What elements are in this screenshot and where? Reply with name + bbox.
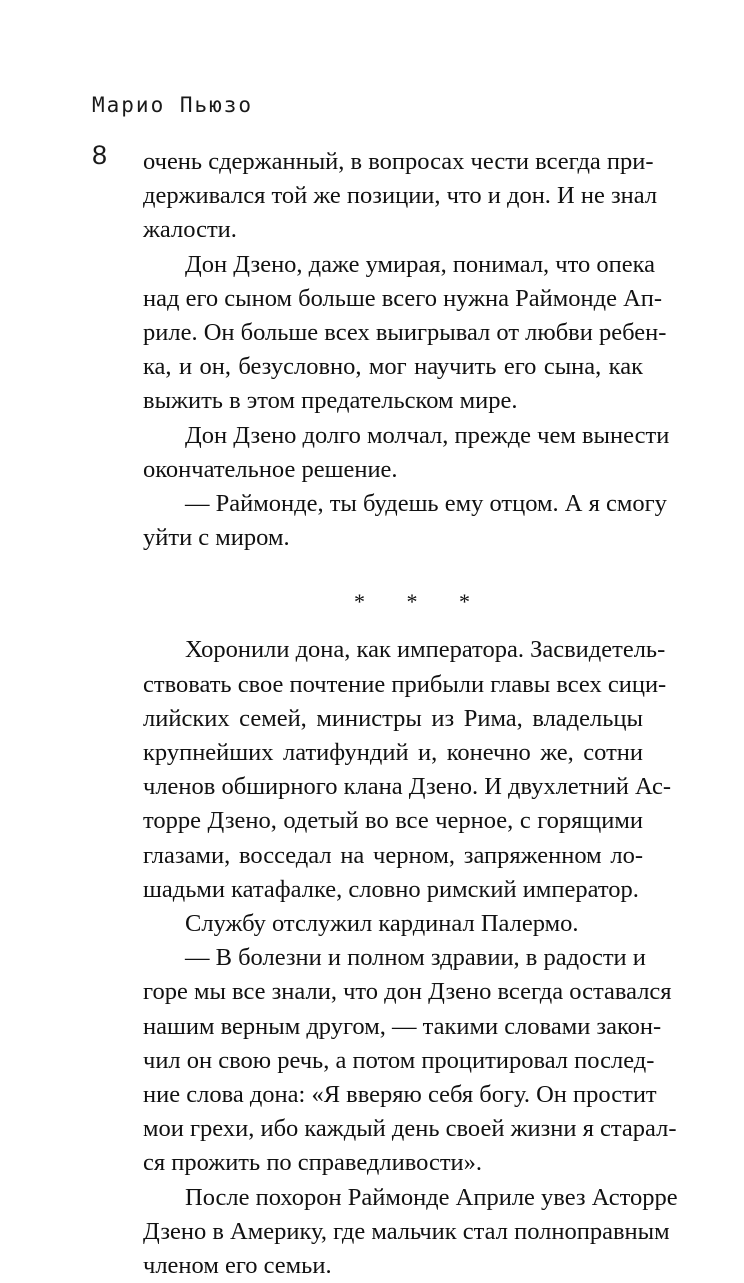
section-separator: * * * [354,589,488,615]
text-line: жалости. [143,216,237,244]
text-line: уйти с миром. [143,524,290,552]
text-line: Дон Дзено, даже умирая, понимал, что опека [185,250,656,278]
text-line: выжить в этом предательском мире. [143,387,518,415]
text-line: нашим верным другом, — такими словами закон- [143,1012,662,1040]
text-line: торре Дзено, одетый во все черное, с горящими [143,807,643,835]
text-line: Дон Дзено долго молчал, прежде чем вынести [185,421,670,449]
text-line: держивался той же позиции, что и дон. И не знал [143,182,658,210]
text-line: горе мы все знали, что дон Дзено всегда оставался [143,978,672,1006]
text-line: крупнейших латифундий и, конечно же, сотни [143,739,643,767]
paragraph [143,248,667,419]
text-line: ка, и он, безусловно, мог научить его сына, как [143,353,643,381]
paragraph [143,145,658,248]
text-line: шадьми катафалке, словно римский император. [143,875,639,903]
paragraph [143,1181,678,1283]
text-line: После похорон Раймонде Априле увез Асторре [185,1183,678,1211]
text-line: окончательное решение. [143,455,398,483]
paragraph [143,633,672,907]
text-line: Дзено в Америку, где мальчик стал полноправным [143,1217,670,1245]
text-line: — В болезни и полном здравии, в радости и [185,944,646,972]
text-line: членом его семьи. [143,1252,332,1280]
text-line: ствовать свое почтение прибыли главы всех сици- [143,670,667,698]
paragraph [143,419,670,487]
text-line: членов обширного клана Дзено. И двухлетний Ас- [143,773,672,801]
text-line: Хоронили дона, как императора. Засвидетель- [185,636,666,664]
text-line: — Раймонде, ты будешь ему отцом. А я смогу [185,490,667,518]
text-line: чил он свою речь, а потом процитировал послед- [143,1046,655,1074]
body-text [143,145,678,1283]
text-line: ние слова дона: «Я вверяю себя богу. Он простит [143,1081,657,1109]
text-line: над его сыном больше всего нужна Раймонде Ап- [143,284,663,312]
paragraph [143,941,677,1180]
paragraph [143,487,667,555]
paragraph [143,907,643,941]
page-number: 8 [92,140,108,170]
text-line: мои грехи, ибо каждый день своей жизни я старал- [143,1115,677,1143]
text-line: риле. Он больше всех выигрывал от любви ребен- [143,319,667,347]
text-line: очень сдержанный, в вопросах чести всегда при- [143,148,654,175]
text-line: Службу отслужил кардинал Палермо. [185,910,579,938]
text-line: ся прожить по справедливости». [143,1149,483,1177]
text-line: лийских семей, министры из Рима, владельцы [143,704,643,732]
text-line: глазами, восседал на черном, запряженном ло- [143,841,643,869]
running-head-author: Марио Пьюзо [92,93,254,117]
